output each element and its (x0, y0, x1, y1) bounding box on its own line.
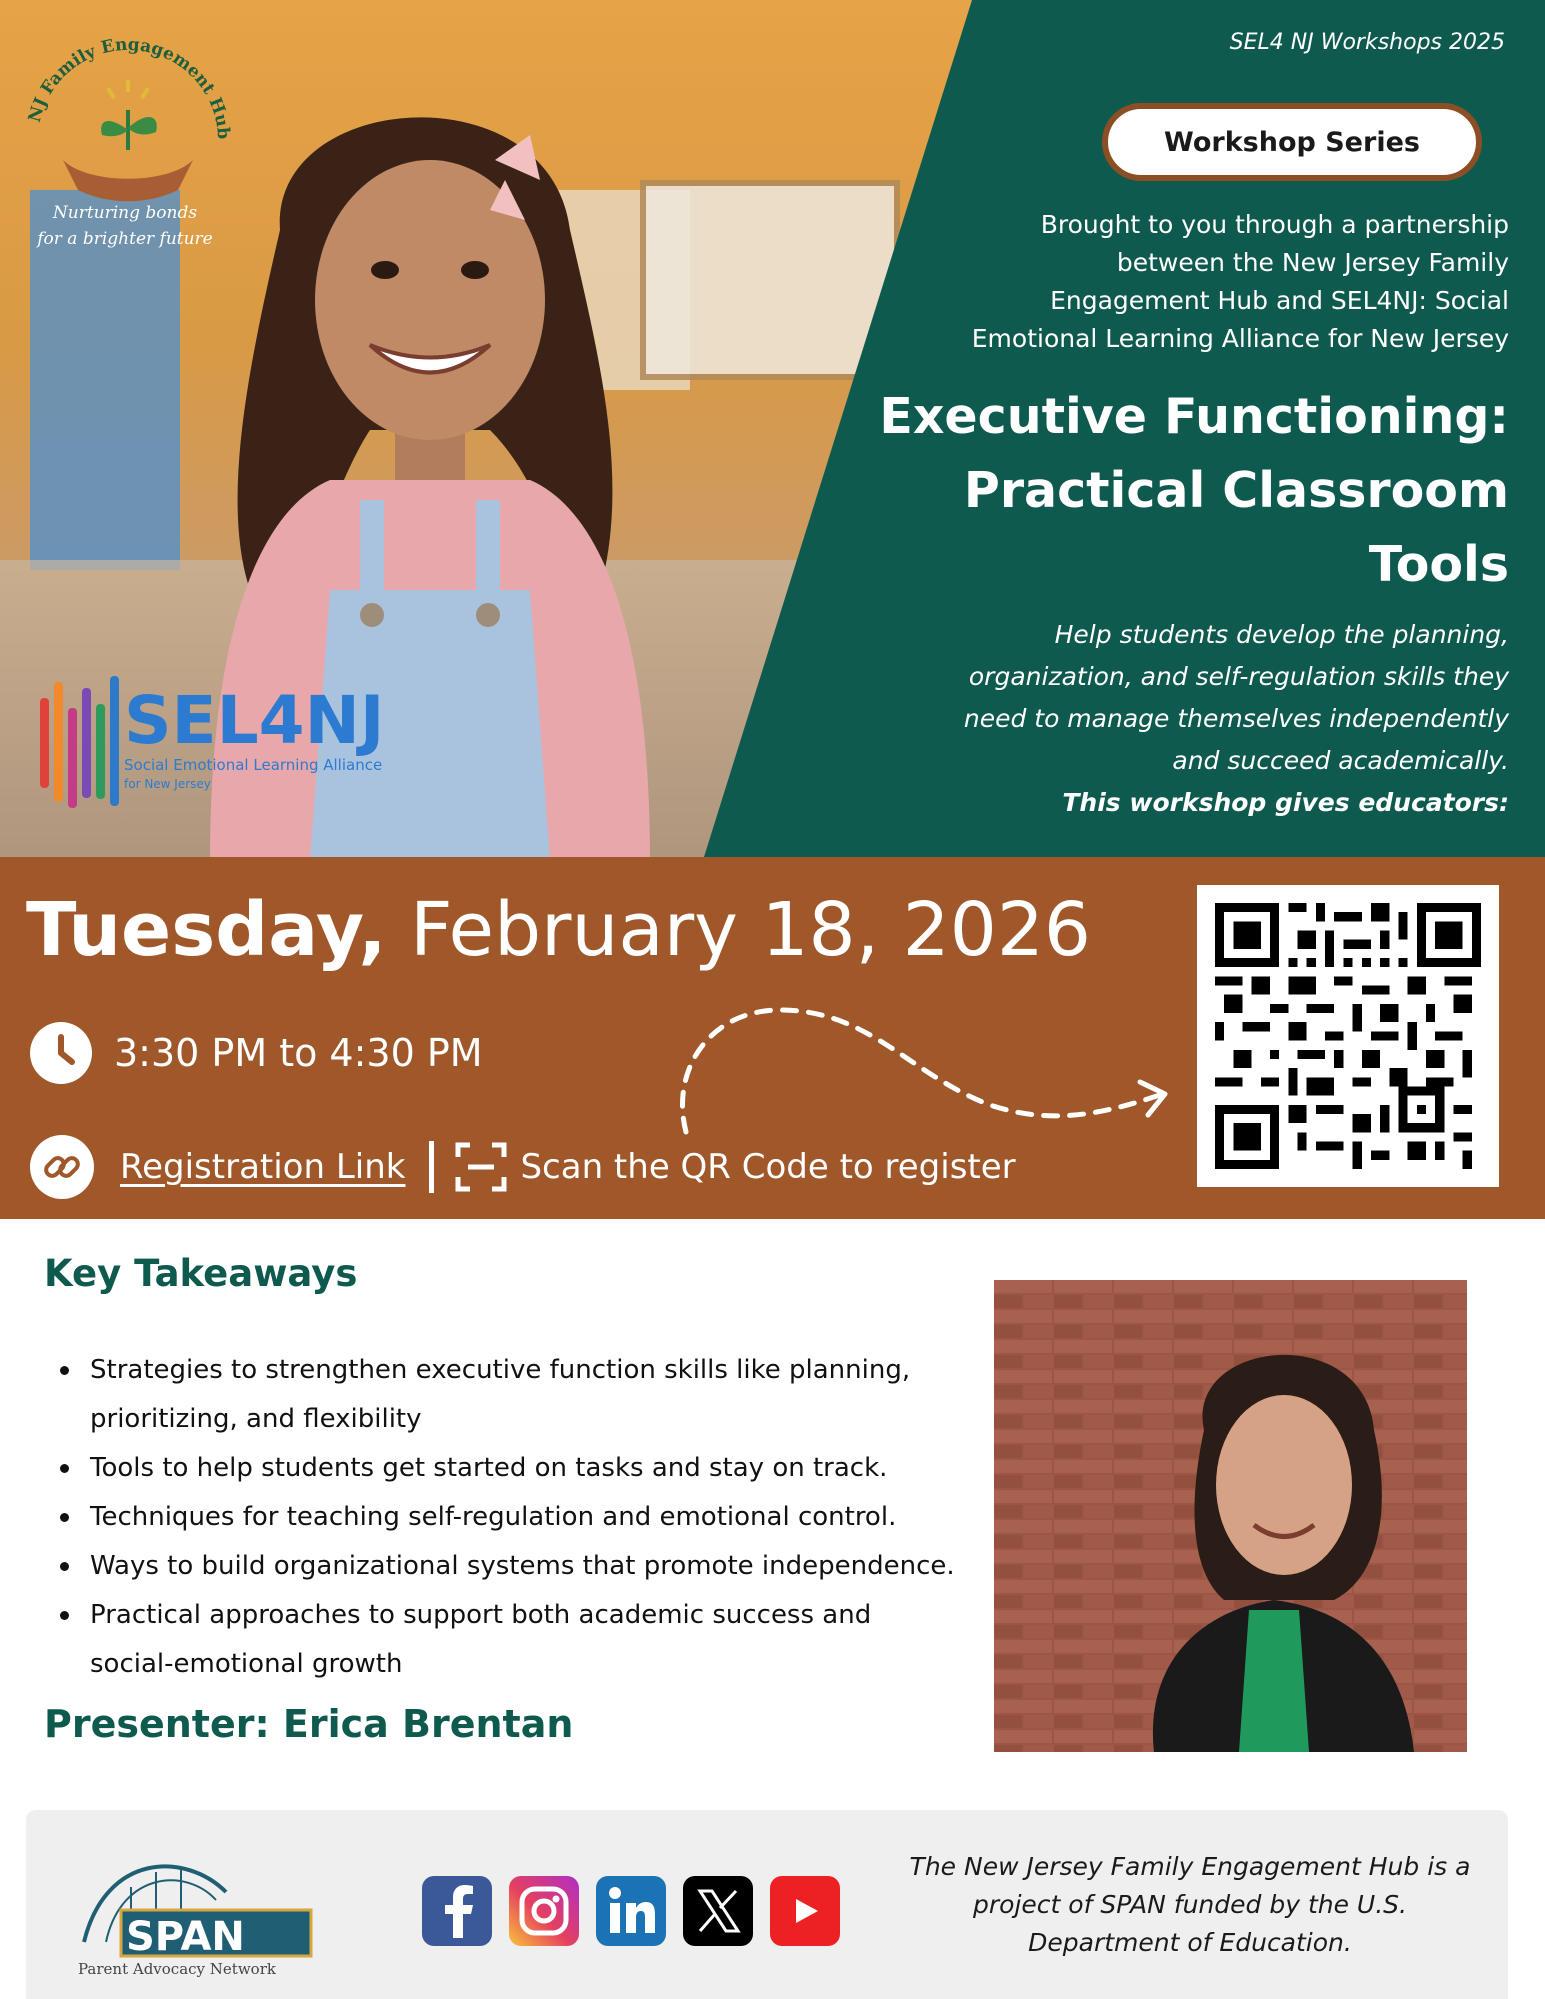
sel4nj-logo (36, 668, 426, 818)
divider (429, 1141, 434, 1193)
presenter-photo (994, 1280, 1467, 1752)
workshop-title: Executive Functioning: Practical Classroom Tools (879, 388, 1509, 593)
span-logo (76, 1832, 316, 1980)
registration-link[interactable]: Registration Link (120, 1147, 406, 1187)
span-subtitle: Parent Advocacy Network (78, 1960, 276, 1978)
event-time: 3:30 PM to 4:30 PM (114, 1031, 483, 1075)
key-takeaways-title: Key Takeaways (44, 1252, 358, 1295)
facebook-icon[interactable] (422, 1876, 492, 1946)
linkedin-icon[interactable] (596, 1876, 666, 1946)
list-item: Techniques for teaching self-regulation and emotional control. (60, 1493, 960, 1542)
series-year: SEL4 NJ Workshops 2025 (1229, 30, 1505, 55)
scan-icon (454, 1141, 508, 1193)
footer-funding-text: The New Jersey Family Engagement Hub is a project of SPAN funded by the U.S. Department of Education. (909, 1852, 1471, 1957)
social-media-icons (422, 1876, 840, 1946)
svg-text:SEL4NJ: SEL4NJ (124, 682, 385, 759)
instagram-icon[interactable] (509, 1876, 579, 1946)
event-date-text: February 18, 2026 (386, 887, 1091, 973)
hero-section (0, 0, 1545, 857)
workshop-series-badge: Workshop Series (1102, 103, 1482, 181)
event-date (26, 880, 1091, 980)
registration-qr-code[interactable] (1197, 885, 1499, 1187)
registration-row (30, 1135, 1016, 1199)
qr-code-image (1215, 903, 1481, 1169)
link-icon[interactable] (30, 1135, 94, 1199)
svg-text:NJ Family Engagement Hub: NJ Family Engagement Hub (24, 34, 234, 140)
workshop-description: Help students develop the planning, organization, and self-regulation skills they need to manage themselves independently and succeed academically. This workshop gives educators: (963, 620, 1509, 817)
partnership-text: Brought to you through a partnership between the New Jersey Family Engagement Hub and SEL4NJ: Social Emotional Learning Alliance for New Jersey (971, 210, 1509, 353)
list-item: Ways to build organizational systems that promote independence. (60, 1542, 960, 1591)
x-icon[interactable] (683, 1876, 753, 1946)
svg-text:for New Jersey: for New Jersey (124, 777, 211, 791)
scan-qr-text: Scan the QR Code to register (520, 1147, 1016, 1187)
sel4nj-subtitle: Social Emotional Learning Alliance (124, 756, 383, 774)
list-item: Tools to help students get started on tasks and stay on track. (60, 1444, 960, 1493)
list-item: Strategies to strengthen executive function skills like planning, prioritizing, and flexibility (60, 1346, 960, 1444)
description-emphasis: This workshop gives educators: (1062, 788, 1509, 817)
dashed-arrow (670, 1000, 1190, 1150)
span-logo-text: SPAN (126, 1914, 245, 1960)
presenter-name: Presenter: Erica Brentan (44, 1702, 574, 1746)
key-takeaways-list (60, 1346, 960, 1689)
hub-tagline: Nurturing bonds for a brighter future (37, 203, 213, 249)
list-item: Practical approaches to support both academic success and social-emotional growth (60, 1591, 960, 1689)
clock-icon (30, 1022, 92, 1084)
event-day: Tuesday, (26, 887, 387, 973)
event-time-row (30, 1022, 483, 1084)
youtube-icon[interactable] (770, 1876, 840, 1946)
